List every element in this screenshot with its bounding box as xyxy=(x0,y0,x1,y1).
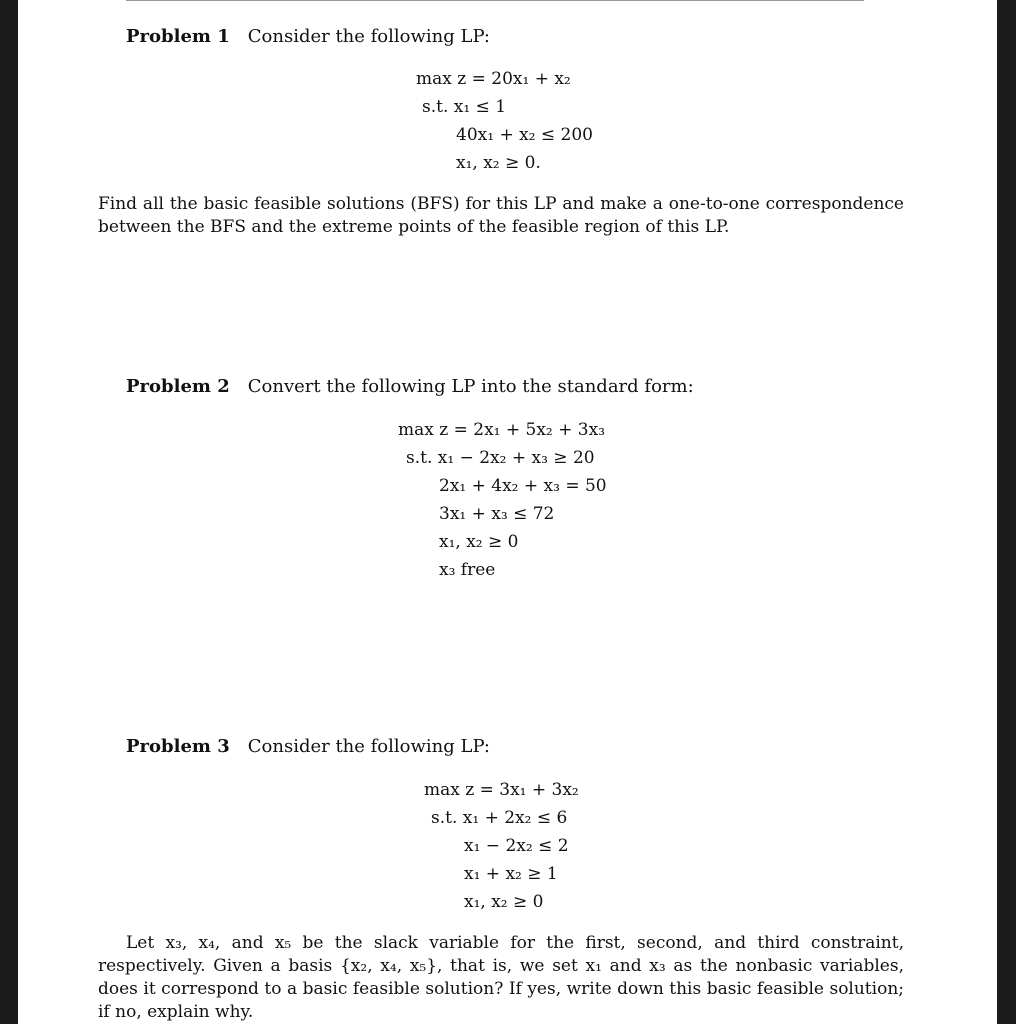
problem-1-nonnegativity: x₁, x₂ ≥ 0. xyxy=(456,153,541,173)
problem-2-constraint-1: s.t. x₁ − 2x₂ + x₃ ≥ 20 xyxy=(406,448,595,468)
problem-3-label: Problem 3 xyxy=(126,736,230,757)
problem-1-intro: Consider the following LP: xyxy=(247,26,490,47)
problem-2-nonnegativity: x₁, x₂ ≥ 0 xyxy=(439,532,519,552)
problem-2-free-variable: x₃ free xyxy=(439,560,496,580)
problem-2-intro: Convert the following LP into the standard form: xyxy=(247,376,694,397)
problem-1-label: Problem 1 xyxy=(126,26,230,47)
problem-3-intro: Consider the following LP: xyxy=(247,736,490,757)
problem-2-objective: max z = 2x₁ + 5x₂ + 3x₃ xyxy=(398,420,606,440)
problem-1-heading xyxy=(126,26,490,47)
problem-1-objective: max z = 20x₁ + x₂ xyxy=(416,69,571,89)
problem-2-label: Problem 2 xyxy=(126,376,230,397)
problem-3-constraint-3: x₁ + x₂ ≥ 1 xyxy=(464,864,558,884)
problem-2-constraint-2: 2x₁ + 4x₂ + x₃ = 50 xyxy=(439,476,607,496)
problem-1-constraint-1: s.t. x₁ ≤ 1 xyxy=(422,97,507,117)
problem-3-heading xyxy=(126,736,490,757)
problem-1-constraint-2: 40x₁ + x₂ ≤ 200 xyxy=(456,125,593,145)
problem-3-constraint-2: x₁ − 2x₂ ≤ 2 xyxy=(464,836,569,856)
problem-3-nonnegativity: x₁, x₂ ≥ 0 xyxy=(464,892,544,912)
problem-1-text: Find all the basic feasible solutions (BFS) for this LP and make a one-to-one correspondence between the BFS and the extreme points of the feasible region of this LP. xyxy=(98,194,904,237)
problem-3-objective: max z = 3x₁ + 3x₂ xyxy=(424,780,579,800)
top-rule xyxy=(126,0,864,1)
document-page xyxy=(18,0,997,1024)
problem-2-heading xyxy=(126,376,694,397)
problem-2-constraint-3: 3x₁ + x₃ ≤ 72 xyxy=(439,504,555,524)
problem-3-text: Let x₃, x₄, and x₅ be the slack variable for the first, second, and third constraint, respectively. Given a basis {x₂, x₄, x₅}, that is, we set x₁ and x₃ as the nonbasic variables, does it correspond to a basic feasible solution? If yes, write down this basic feasible solution; if no, explain why. xyxy=(98,933,904,1022)
problem-3-constraint-1: s.t. x₁ + 2x₂ ≤ 6 xyxy=(431,808,568,828)
